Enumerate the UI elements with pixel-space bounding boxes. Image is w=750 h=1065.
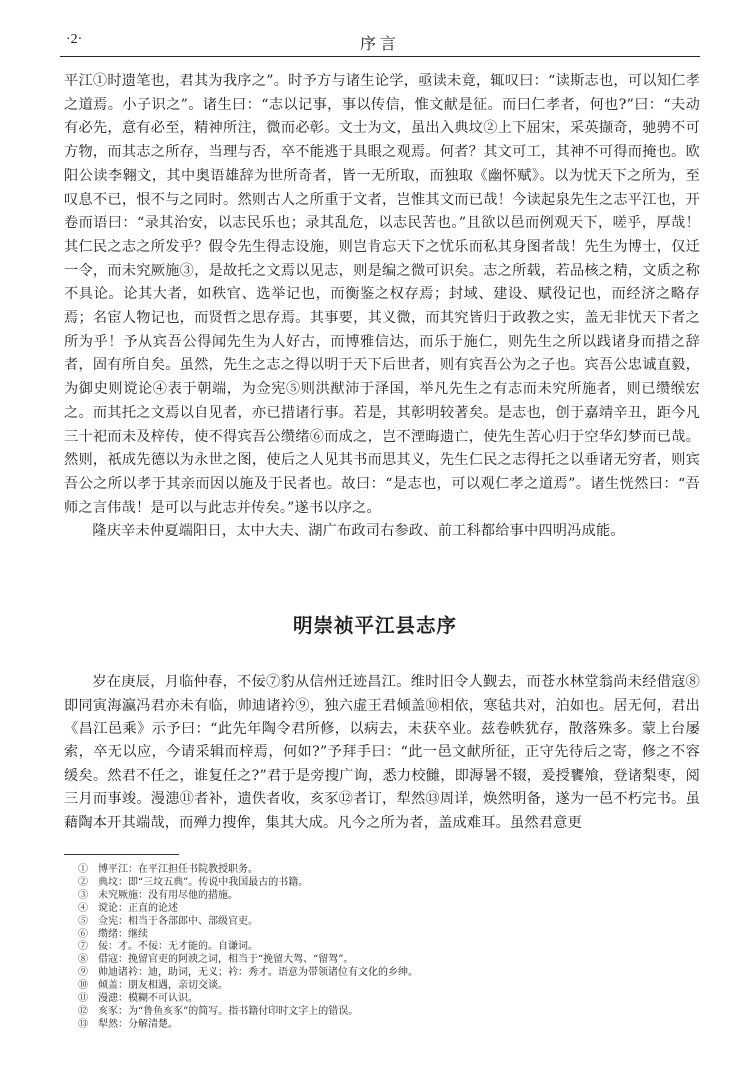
footnote-item: ⑨ 帅迪诸衿：迪，助词，无义；衿：秀才。语意为带领诸位有文化的乡绅。 (78, 967, 418, 979)
running-title: 序言 (359, 34, 400, 53)
footnote-list (78, 864, 678, 1032)
footnote-item: ① 博平江：在平江担任书院教授职务。 (78, 864, 258, 875)
preface-signature: 隆庆辛未仲夏端阳日，太中大夫、湖广布政司右参政、前工科都给事中四明冯成能。 (92, 523, 625, 540)
section-title: 明崇祯平江县志序 (292, 614, 457, 637)
page-header (60, 32, 700, 57)
footnote-item: ⑩ 倾盖：朋友相遇，亲切交谈。 (78, 980, 228, 992)
page-number: ·2· (66, 32, 83, 47)
footnote-item: ⑤ 佥宪：相当于各部郎中、部级官吏。 (78, 915, 258, 927)
preface-paragraph: 平江①时遗笔也，君其为我序之”。时予方与诸生论学，亟读未竟，辄叹曰：“读斯志也，可以知仁孝之道焉。小子识之”。诸生曰：“志以记事，事以传信，惟文献是征。而曰仁孝者，何也?”曰：“夫动有必先，意有必至，精神所注，微而必彰。文士为文，虽出入典坟②上下屈宋，采英撷奇，驰骋不可方物，而其志之所存，当理与否，卒不能逃于具眼之观焉。何者？其文可工，其神不可得而掩也。欧阳公读李翱文，其中奥语雄辞为世所奇者，皆一无所取，而独取《幽怀赋》。以为忧天下之所为，至叹息不已，恨不与之同时。然则古人之所重于文者，岂惟其文而已哉！今读起泉先生之志平江也，开卷而语曰：“录其治安，以志民乐也；录其乱危，以志民苦也。”且欲以邑而例观天下，嗟乎，厚哉！其仁民之志之所发乎？假令先生得志设施，则岂肯忘天下之忧乐而私其身图者哉！先生为博士，仅迁一令，而未究厥施③，是故托之文焉以见志，则是编之微可识矣。志之所载，若品核之精，文质之称不具论。论其大者，如秩官、选举记也，而衡鉴之权存焉；封域、建设、赋役记也，而经济之略存焉；名宦人物记也，而贤哲之思存焉。其事要，其义微，而其究皆归于政教之实，盖无非忧天下者之所为乎！予从宾吾公得闻先生为人好古，而博雅信达，而乐于施仁，则先生之所以践诸身而措之辞者，固有所自矣。虽然，先生之志之得以明于天下后世者，则有宾吾公为之子也。宾吾公忠诚直毅，为御史则谠论④表于朝端，为佥宪⑤则洪猷沛于泽国，举凡先生之有志而未究所施者，则已缵缑宏之。而其托之文焉以自见者，亦已措诸行事。若是，其彰明较著矣。是志也，创于嘉靖辛丑，距今凡三十祀而未及梓传，使不得宾吾公缵绪⑥而成之，岂不湮晦遗亡，使先生苦心归于空华幻梦而已哉。然则，祇成先德以为永世之图，使后之人见其书而思其义，先生仁民之志得托之以垂诸无穷者，则宾吾公之所以孝于其亲而因以施及于民者也。故曰：“是志也，可以观仁孝之道焉”。诸生恍然曰：“吾师之言伟哉！是可以与此志并传矣。”遂书以序之。 (64, 73, 700, 516)
footnote-item: ⑫ 亥豕：为“鲁鱼亥豕”的简写。指书籍付印时文字上的错误。 (78, 1005, 359, 1017)
footnote-item: ⑬ 犁然：分解清楚。 (78, 1018, 178, 1030)
footnote-item: ⑥ 缵绪：继续 (78, 928, 148, 940)
footnote-item: ③ 未究厥施：没有用尽他的措施。 (78, 889, 238, 901)
footnote-item: ② 典坟：即“三坟五典”。传说中我国最古的书籍。 (78, 876, 309, 888)
footnote-item: ⑪ 漫漶：模糊不可认识。 (78, 993, 198, 1005)
section-paragraph: 岁在庚辰，月临仲春，不佞⑦豹从信州迁迹昌江。维时旧令人觐去，而苍水林堂翁尚未经借寇⑧即同寅海瀛冯君亦未有临，帅迪诸衿⑨，独六虚王君倾盖⑩相依，寒毡共对，泊如也。居无何，君出《昌江邑乘》示予曰：“此先年陶令君所修，以病去，未获卒业。兹卷帙犹存，散落殊多。蒙上台屡索，卒无以应，今请采辑而梓焉，何如?”予拜手曰：“此一邑文献所征，正守先待后之寄，修之不容缓矣。然君不任之，谁复任之?”君于是旁搜广询，悉力校雠，即溽暑不辍，爰授饔飧，登诸梨枣，阅三月而事竣。漫漶⑪者补，遗佚者收，亥豕⑫者订，犁然⑬周详，焕然明备，遂为一邑不朽完书。虽藉陶本开其端哉，而殚力搜侔，集其大成。凡今之所为者，盖成难耳。虽然君意更 (64, 674, 700, 831)
preface-body (64, 70, 700, 544)
footnote-item: ⑦ 佞：才。不佞：无才能的。自谦词。 (78, 941, 258, 953)
footnote-divider (64, 854, 179, 855)
footnote-item: ⑧ 借寇：挽留官吏的阿谀之词，相当于“挽留大驾、“留驾”。 (78, 954, 354, 966)
footnote-item: ④ 谠论：正直的论述 (78, 902, 178, 914)
